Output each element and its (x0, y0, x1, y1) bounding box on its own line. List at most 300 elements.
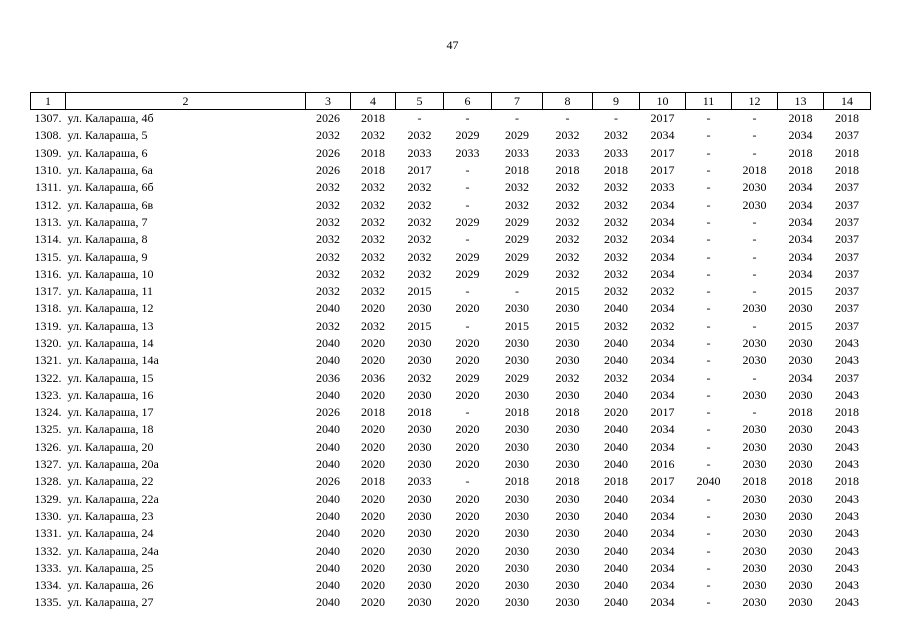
year-cell: 2030 (505, 353, 529, 368)
year-cell: 2040 (316, 578, 340, 593)
year-cell: 2030 (788, 422, 813, 437)
year-cell: - (706, 214, 711, 229)
year-cell: - (706, 560, 711, 575)
year-cell: 2040 (316, 595, 340, 610)
year-cell: - (752, 128, 757, 143)
year-cell: 2030 (505, 595, 529, 610)
year-cell: 2030 (555, 508, 580, 523)
year-cell: 2020 (455, 595, 480, 610)
table-header (31, 93, 871, 110)
year-cell: 2032 (555, 128, 580, 143)
year-cell: 2029 (505, 214, 529, 229)
year-cell: - (565, 111, 570, 126)
address-cell: ул. Калараша, 7 (67, 214, 148, 229)
year-cell: - (752, 232, 757, 247)
column-header: 5 (396, 93, 444, 110)
year-cell: 2032 (604, 266, 628, 281)
year-cell: 2037 (835, 180, 859, 195)
year-cell: 2030 (742, 353, 767, 368)
year-cell: - (706, 145, 711, 160)
year-cell: 2032 (604, 249, 628, 264)
year-cell: 2040 (316, 387, 340, 402)
year-cell: 2029 (455, 214, 480, 229)
column-header: 8 (543, 93, 593, 110)
address-cell: ул. Калараша, 13 (67, 318, 154, 333)
row-number-cell: 1329. (34, 491, 62, 506)
year-cell: - (706, 266, 711, 281)
year-cell: - (465, 284, 470, 299)
year-cell: 2030 (505, 491, 529, 506)
year-cell: 2032 (407, 266, 432, 281)
year-cell: - (752, 214, 757, 229)
year-cell: 2034 (650, 526, 675, 541)
year-cell: 2020 (361, 457, 385, 472)
year-cell: 2030 (788, 508, 813, 523)
year-cell: 2016 (650, 457, 675, 472)
address-cell: ул. Калараша, 5 (67, 128, 148, 143)
year-cell: 2040 (604, 491, 628, 506)
year-cell: 2032 (361, 180, 385, 195)
row-number-cell: 1319. (34, 318, 62, 333)
table-row (31, 162, 871, 179)
year-cell: 2017 (407, 163, 432, 178)
year-cell: 2020 (455, 457, 480, 472)
year-cell: 2034 (650, 128, 675, 143)
year-cell: 2032 (555, 266, 580, 281)
table-row (31, 456, 871, 473)
year-cell: 2032 (407, 232, 432, 247)
address-cell: ул. Калараша, 15 (67, 370, 154, 385)
address-cell: ул. Калараша, 20 (67, 439, 154, 454)
year-cell: - (752, 111, 757, 126)
address-cell: ул. Калараша, 9 (67, 249, 148, 264)
year-cell: 2018 (407, 405, 432, 420)
year-cell: 2032 (361, 232, 385, 247)
year-cell: 2030 (407, 595, 432, 610)
year-cell: 2043 (835, 578, 859, 593)
year-cell: 2030 (788, 595, 813, 610)
year-cell: 2032 (604, 370, 628, 385)
year-cell: 2018 (835, 474, 859, 489)
year-cell: 2030 (407, 560, 432, 575)
year-cell: 2020 (455, 491, 480, 506)
year-cell: - (706, 370, 711, 385)
year-cell: 2040 (604, 578, 628, 593)
year-cell: 2017 (650, 111, 675, 126)
row-number-cell: 1318. (34, 301, 62, 316)
column-header: 14 (824, 93, 871, 110)
year-cell: 2034 (650, 336, 675, 350)
year-cell: - (465, 232, 470, 247)
column-header: 4 (351, 93, 396, 110)
table-row (31, 214, 871, 231)
year-cell: 2040 (316, 560, 340, 575)
address-cell: ул. Калараша, 25 (67, 560, 154, 575)
year-cell: 2015 (788, 284, 813, 299)
year-cell: 2020 (361, 422, 385, 437)
year-cell: 2040 (316, 439, 340, 454)
year-cell: 2018 (835, 163, 859, 178)
year-cell: - (706, 197, 711, 212)
year-cell: 2037 (835, 197, 859, 212)
year-cell: 2018 (788, 405, 813, 420)
address-cell: ул. Калараша, 10 (67, 266, 154, 281)
year-cell: 2026 (316, 405, 340, 420)
year-cell: 2030 (788, 301, 813, 316)
year-cell: 2043 (835, 387, 859, 402)
column-header: 3 (306, 93, 351, 110)
row-number-cell: 1310. (34, 163, 62, 178)
year-cell: 2033 (604, 145, 628, 160)
address-cell: ул. Калараша, 22а (67, 491, 159, 506)
year-cell: 2030 (555, 595, 580, 610)
year-cell: 2030 (742, 422, 767, 437)
year-cell: - (706, 180, 711, 195)
year-cell: 2030 (505, 508, 529, 523)
year-cell: - (706, 387, 711, 402)
year-cell: 2034 (788, 128, 813, 143)
year-cell: 2030 (407, 543, 432, 558)
year-cell: 2020 (361, 508, 385, 523)
data-table (30, 92, 871, 612)
year-cell: 2032 (555, 197, 580, 212)
year-cell: 2018 (835, 405, 859, 420)
year-cell: 2030 (742, 180, 767, 195)
year-cell: 2026 (316, 111, 340, 126)
address-cell: ул. Калараша, 6 (67, 145, 148, 160)
page-number: 47 (446, 38, 459, 52)
year-cell: 2034 (650, 508, 675, 523)
row-number-cell: 1307. (34, 111, 62, 126)
year-cell: 2033 (455, 145, 480, 160)
year-cell: 2030 (555, 543, 580, 558)
year-cell: - (614, 111, 618, 126)
year-cell: 2034 (650, 197, 675, 212)
year-cell: 2029 (455, 128, 480, 143)
year-cell: 2020 (361, 543, 385, 558)
year-cell: 2030 (505, 336, 529, 350)
column-header: 12 (732, 93, 778, 110)
year-cell: 2040 (316, 543, 340, 558)
year-cell: 2020 (455, 336, 480, 350)
year-cell: 2032 (316, 128, 340, 143)
year-cell: 2032 (316, 266, 340, 281)
year-cell: 2018 (835, 145, 859, 160)
year-cell: 2030 (505, 439, 529, 454)
table-row (31, 196, 871, 213)
column-header: 10 (640, 93, 686, 110)
year-cell: 2034 (788, 180, 813, 195)
year-cell: 2036 (361, 370, 385, 385)
address-cell: ул. Калараша, 11 (67, 284, 153, 299)
year-cell: 2032 (650, 318, 675, 333)
year-cell: 2032 (407, 197, 432, 212)
year-cell: 2043 (835, 457, 859, 472)
row-number-cell: 1330. (34, 508, 62, 523)
year-cell: 2040 (316, 301, 340, 316)
year-cell: 2029 (455, 249, 480, 264)
year-cell: 2030 (555, 526, 580, 541)
address-cell: ул. Калараша, 14а (67, 353, 159, 368)
table-row (31, 473, 871, 490)
year-cell: 2034 (788, 266, 813, 281)
year-cell: 2018 (604, 163, 628, 178)
year-cell: 2037 (835, 128, 859, 143)
year-cell: 2015 (407, 284, 432, 299)
year-cell: 2043 (835, 353, 859, 368)
year-cell: 2032 (604, 318, 628, 333)
year-cell: 2032 (555, 214, 580, 229)
table-row (31, 248, 871, 265)
row-number-cell: 1332. (34, 543, 62, 558)
address-cell: ул. Калараша, 20а (67, 457, 159, 472)
row-number-cell: 1334. (34, 578, 62, 593)
year-cell: 2030 (555, 301, 580, 316)
year-cell: 2030 (788, 491, 813, 506)
year-cell: 2032 (361, 249, 385, 264)
year-cell: 2032 (316, 232, 340, 247)
year-cell: 2034 (650, 578, 675, 593)
year-cell: - (752, 266, 757, 281)
year-cell: 2040 (316, 457, 340, 472)
year-cell: - (706, 284, 711, 299)
table-row (31, 387, 871, 404)
year-cell: 2030 (788, 543, 813, 558)
year-cell: 2043 (835, 439, 859, 454)
table-row (31, 179, 871, 196)
year-cell: - (752, 370, 757, 385)
row-number-cell: 1335. (34, 595, 62, 610)
year-cell: - (706, 491, 711, 506)
year-cell: 2032 (407, 249, 432, 264)
year-cell: 2030 (407, 578, 432, 593)
year-cell: - (752, 405, 757, 420)
year-cell: - (706, 353, 711, 368)
year-cell: - (752, 145, 757, 160)
year-cell: - (515, 284, 519, 299)
table-row (31, 145, 871, 162)
year-cell: 2032 (316, 284, 340, 299)
year-cell: 2030 (788, 578, 813, 593)
year-cell: 2034 (650, 232, 675, 247)
year-cell: 2040 (604, 353, 628, 368)
year-cell: 2030 (788, 439, 813, 454)
year-cell: 2040 (316, 526, 340, 541)
year-cell: 2018 (788, 163, 813, 178)
year-cell: 2030 (407, 422, 432, 437)
table-body (31, 110, 871, 612)
year-cell: 2037 (835, 249, 859, 264)
table-row (31, 127, 871, 144)
table-row (31, 491, 871, 508)
year-cell: 2030 (505, 422, 529, 437)
year-cell: 2020 (455, 508, 480, 523)
year-cell: 2034 (650, 560, 675, 575)
table-row (31, 560, 871, 577)
table-row (31, 335, 871, 352)
year-cell: - (465, 111, 470, 126)
year-cell: 2018 (505, 405, 529, 420)
year-cell: - (706, 439, 711, 454)
year-cell: 2020 (455, 439, 480, 454)
year-cell: 2043 (835, 595, 859, 610)
year-cell: 2030 (742, 457, 767, 472)
year-cell: 2032 (505, 197, 529, 212)
year-cell: 2018 (788, 145, 813, 160)
address-cell: ул. Калараша, 12 (67, 301, 154, 316)
year-cell: 2030 (555, 422, 580, 437)
year-cell: 2032 (650, 284, 675, 299)
year-cell: 2032 (604, 214, 628, 229)
year-cell: - (465, 405, 470, 420)
year-cell: 2030 (788, 336, 813, 350)
year-cell: 2030 (555, 387, 580, 402)
row-number-cell: 1328. (34, 474, 62, 489)
year-cell: 2032 (361, 214, 385, 229)
year-cell: 2018 (361, 111, 385, 126)
address-cell: ул. Калараша, 8 (67, 232, 148, 247)
year-cell: 2033 (505, 145, 529, 160)
year-cell: 2030 (407, 491, 432, 506)
year-cell: - (706, 578, 711, 593)
table-row (31, 352, 871, 369)
year-cell: 2040 (604, 387, 628, 402)
year-cell: 2030 (505, 560, 529, 575)
year-cell: - (706, 422, 711, 437)
year-cell: 2020 (455, 560, 480, 575)
year-cell: 2026 (316, 145, 340, 160)
year-cell: - (465, 163, 470, 178)
address-cell: ул. Калараша, 6б (67, 180, 154, 195)
year-cell: 2030 (788, 387, 813, 402)
address-cell: ул. Калараша, 24 (67, 526, 154, 541)
year-cell: - (706, 508, 711, 523)
year-cell: 2043 (835, 336, 859, 350)
year-cell: - (706, 232, 711, 247)
year-cell: 2040 (604, 301, 628, 316)
column-header: 11 (686, 93, 732, 110)
row-number-cell: 1333. (34, 560, 62, 575)
row-number-cell: 1311. (34, 180, 62, 195)
table-row (31, 594, 871, 611)
year-cell: 2018 (361, 405, 385, 420)
year-cell: 2040 (604, 526, 628, 541)
year-cell: 2018 (604, 474, 628, 489)
year-cell: 2020 (361, 560, 385, 575)
year-cell: 2032 (361, 197, 385, 212)
year-cell: 2032 (316, 214, 340, 229)
year-cell: 2029 (455, 370, 480, 385)
year-cell: 2018 (788, 474, 813, 489)
year-cell: 2040 (604, 336, 628, 350)
year-cell: 2018 (742, 163, 767, 178)
year-cell: 2020 (455, 301, 480, 316)
year-cell: 2034 (650, 387, 675, 402)
table-row (31, 421, 871, 438)
year-cell: 2015 (555, 284, 580, 299)
year-cell: 2043 (835, 508, 859, 523)
year-cell: 2026 (316, 163, 340, 178)
table-row (31, 508, 871, 525)
year-cell: 2037 (835, 266, 859, 281)
year-cell: 2030 (555, 560, 580, 575)
year-cell: 2034 (650, 370, 675, 385)
year-cell: 2020 (361, 595, 385, 610)
year-cell: 2032 (361, 318, 385, 333)
year-cell: 2032 (316, 197, 340, 212)
year-cell: 2032 (361, 284, 385, 299)
year-cell: 2017 (650, 474, 675, 489)
row-number-cell: 1320. (34, 336, 62, 350)
year-cell: 2020 (361, 439, 385, 454)
year-cell: 2030 (505, 578, 529, 593)
year-cell: 2034 (650, 249, 675, 264)
year-cell: 2017 (650, 163, 675, 178)
year-cell: 2015 (505, 318, 529, 333)
year-cell: 2032 (604, 284, 628, 299)
year-cell: 2030 (742, 560, 767, 575)
year-cell: 2029 (505, 266, 529, 281)
year-cell: 2020 (455, 526, 480, 541)
year-cell: 2033 (555, 145, 580, 160)
year-cell: 2018 (835, 111, 859, 126)
year-cell: 2018 (742, 474, 767, 489)
year-cell: 2030 (505, 526, 529, 541)
row-number-cell: 1327. (34, 457, 62, 472)
year-cell: 2020 (361, 491, 385, 506)
table-row (31, 266, 871, 283)
column-header: 2 (66, 93, 306, 110)
year-cell: - (706, 526, 711, 541)
year-cell: 2032 (555, 249, 580, 264)
row-number-cell: 1324. (34, 405, 62, 420)
year-cell: 2032 (407, 370, 432, 385)
year-cell: - (465, 474, 470, 489)
row-number-cell: 1322. (34, 370, 62, 385)
year-cell: 2026 (316, 474, 340, 489)
table-row (31, 439, 871, 456)
row-number-cell: 1321. (34, 353, 62, 368)
year-cell: 2032 (505, 180, 529, 195)
year-cell: 2034 (650, 439, 675, 454)
table-row (31, 231, 871, 248)
year-cell: - (706, 301, 711, 316)
year-cell: 2030 (555, 353, 580, 368)
row-number-cell: 1308. (34, 128, 62, 143)
year-cell: - (752, 284, 757, 299)
year-cell: 2030 (788, 353, 813, 368)
year-cell: 2030 (407, 387, 432, 402)
year-cell: - (706, 543, 711, 558)
row-number-cell: 1315. (34, 249, 62, 264)
year-cell: 2030 (407, 508, 432, 523)
year-cell: 2018 (505, 163, 529, 178)
year-cell: - (515, 111, 519, 126)
year-cell: 2030 (742, 439, 767, 454)
year-cell: 2034 (650, 491, 675, 506)
year-cell: 2029 (505, 232, 529, 247)
year-cell: 2018 (555, 474, 580, 489)
year-cell: - (706, 457, 711, 472)
address-cell: ул. Калараша, 4б (67, 111, 154, 126)
year-cell: 2040 (604, 457, 628, 472)
year-cell: 2040 (316, 353, 340, 368)
column-header: 1 (31, 93, 66, 110)
year-cell: 2032 (604, 180, 628, 195)
year-cell: 2032 (316, 249, 340, 264)
table-row (31, 283, 871, 300)
year-cell: - (706, 336, 711, 350)
